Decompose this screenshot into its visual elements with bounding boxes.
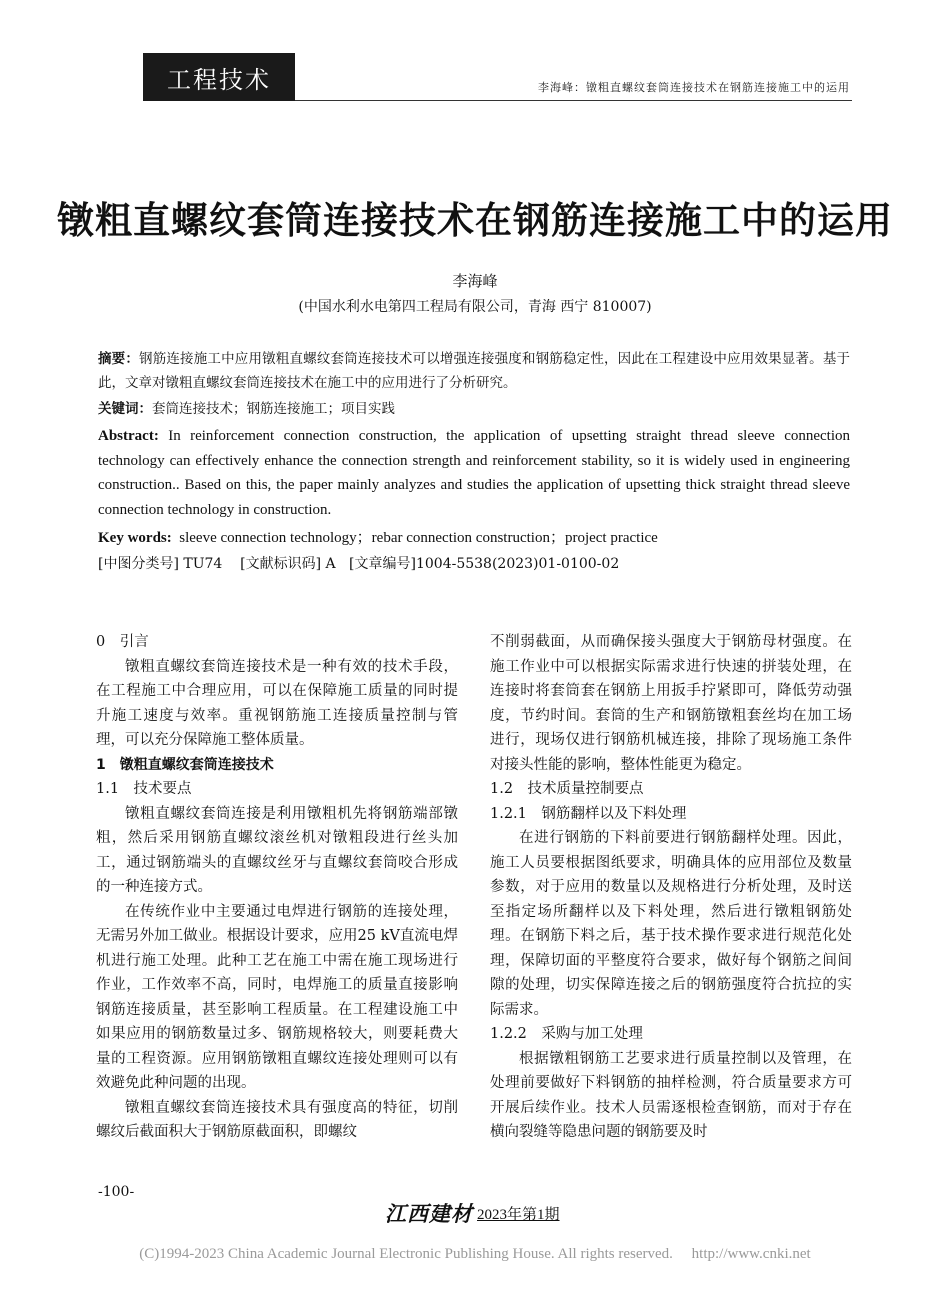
article-title: 镦粗直螺纹套筒连接技术在钢筋连接施工中的运用 — [57, 199, 893, 242]
paragraph-2: 在传统作业中主要通过电焊进行钢筋的连接处理，无需另外加工做业。根据设计要求，应用25 kV直流电焊机进行施工处理。此种工艺在施工中需在施工现场进行作业，工作效率不高，同时，电焊施工的质量直接影响钢筋连接质量，甚至影响工程质量。在工程建设施工中如果应用的钢筋数量过多、钢筋规格较大，则要耗费大量的工程资源。应用钢筋镦粗直螺纹连接处理则可以有效避免此种问题的出现。 — [96, 903, 458, 1091]
abstract-en-label: Abstract: — [98, 428, 159, 444]
abstract-zh-text: 钢筋连接施工中应用镦粗直螺纹套筒连接技术可以增强连接强度和钢筋稳定性，因此在工程建设中应用效果显著。基于此，文章对镦粗直螺纹套筒连接技术在施工中的应用进行了分析研究。 — [98, 351, 851, 391]
paragraph-4: 在进行钢筋的下料前要进行钢筋翻样处理。因此，施工人员要根据图纸要求，明确具体的应用部位及数量参数，对于应用的数量以及规格进行分析处理，及时送至指定场所翻样以及下料处理，然后进行镦粗钢筋处理。在钢筋下料之后，基于技术操作要求进行规范化处理，保障切面的平整度符合要求，做好每个钢筋之间间隙的处理，切实保障连接之后的钢筋强度符合抗拉的实际需求。 — [490, 830, 852, 1018]
heading-intro: 0 引言 — [96, 634, 149, 650]
heading-section-1-2-2: 1.2.2 采购与加工处理 — [490, 1026, 643, 1042]
paragraph-5: 根据镦粗钢筋工艺要求进行质量控制以及管理，在处理前要做好下料钢筋的抽样检测，符合质量要求方可开展后续作业。技术人员需逐根检查钢筋，而对于存在横向裂缝等隐患问题的钢筋要及时 — [490, 1050, 852, 1140]
author-name: 李海峰 — [452, 272, 498, 290]
classification-line — [98, 552, 850, 576]
abstract-en — [98, 424, 850, 522]
journal-footer — [385, 1198, 560, 1228]
keywords-en-text: sleeve connection technology；rebar connection construction；project practice — [179, 530, 658, 546]
heading-section-1-1: 1.1 技术要点 — [96, 781, 192, 797]
keywords-en-label: Key words: — [98, 530, 172, 546]
journal-issue: 2023年第1期 — [477, 1206, 560, 1223]
journal-logo: 江西建材 — [385, 1201, 473, 1226]
keywords-zh-text: 套筒连接技术；钢筋连接施工；项目实践 — [152, 401, 395, 417]
page-number: -100- — [98, 1184, 135, 1200]
header-divider — [295, 100, 852, 101]
article-no-value: 1004-5538(2023)01-0100-02 — [415, 556, 620, 572]
clc-label: [中图分类号] — [98, 556, 179, 572]
paragraph-1: 镦粗直螺纹套筒连接是利用镦粗机先将钢筋端部镦粗，然后采用钢筋直螺纹滚丝机对镦粗段进行丝头加工，通过钢筋端头的直螺纹丝牙与直螺纹套筒咬合形成的一种连接方式。 — [96, 805, 458, 895]
heading-section-1-2-1: 1.2.1 钢筋翻样以及下料处理 — [490, 805, 687, 822]
copyright-notice: (C)1994-2023 China Academic Journal Electronic Publishing House. All rights reserved. http://www.cnki.net — [139, 1246, 811, 1262]
abstract-zh — [98, 347, 850, 395]
heading-section-1-2: 1.2 技术质量控制要点 — [490, 781, 644, 797]
doc-code-label: [文献标识码] — [240, 556, 322, 572]
paragraph-intro: 镦粗直螺纹套筒连接技术是一种有效的技术手段，在工程施工中合理应用，可以在保障施工质量的同时提升施工速度与效率。重视钢筋施工连接质量控制与管理，可以充分保障施工整体质量。 — [96, 658, 458, 748]
right-column — [490, 630, 852, 1145]
abstract-zh-label: 摘要： — [98, 351, 140, 367]
paragraph-continued: 不削弱截面，从而确保接头强度大于钢筋母材强度。在施工作业中可以根据实际需求进行快速的拼装处理，在连接时将套筒套在钢筋上用扳手拧紧即可，降低劳动强度，节约时间。套筒的生产和钢筋镦粗套丝均在加工场进行，现场仅进行钢筋机械连接，排除了现场施工条件对接头性能的影响，整体性能更为稳定。 — [490, 634, 852, 773]
left-column — [96, 630, 458, 1145]
keywords-zh-label: 关键词： — [98, 401, 152, 417]
section-tab: 工程技术 — [143, 53, 295, 101]
clc-value: TU74 — [183, 556, 223, 572]
keywords-en — [98, 526, 850, 550]
author-affiliation: (中国水利水电第四工程局有限公司，青海 西宁 810007) — [298, 299, 652, 315]
keywords-zh — [98, 397, 850, 421]
paragraph-3: 镦粗直螺纹套筒连接技术具有强度高的特征，切削螺纹后截面积大于钢筋原截面积，即螺纹 — [96, 1099, 458, 1140]
abstract-en-text: In reinforcement connection construction, the application of upsetting straight thread sleeve connection technology can effectively enhance the connection strength and reinforcement stability, so it is widely used in engineering construction.. Based on this, the paper mainly analyzes and studies the application of upsetting thick straight thread sleeve connection technology in construction. — [98, 428, 850, 518]
article-no-label: [文章编号] — [349, 556, 416, 572]
running-title: 李海峰：镦粗直螺纹套筒连接技术在钢筋连接施工中的运用 — [538, 81, 850, 94]
heading-section-1: 1 镦粗直螺纹套筒连接技术 — [96, 756, 274, 773]
doc-code-value: A — [325, 556, 336, 572]
